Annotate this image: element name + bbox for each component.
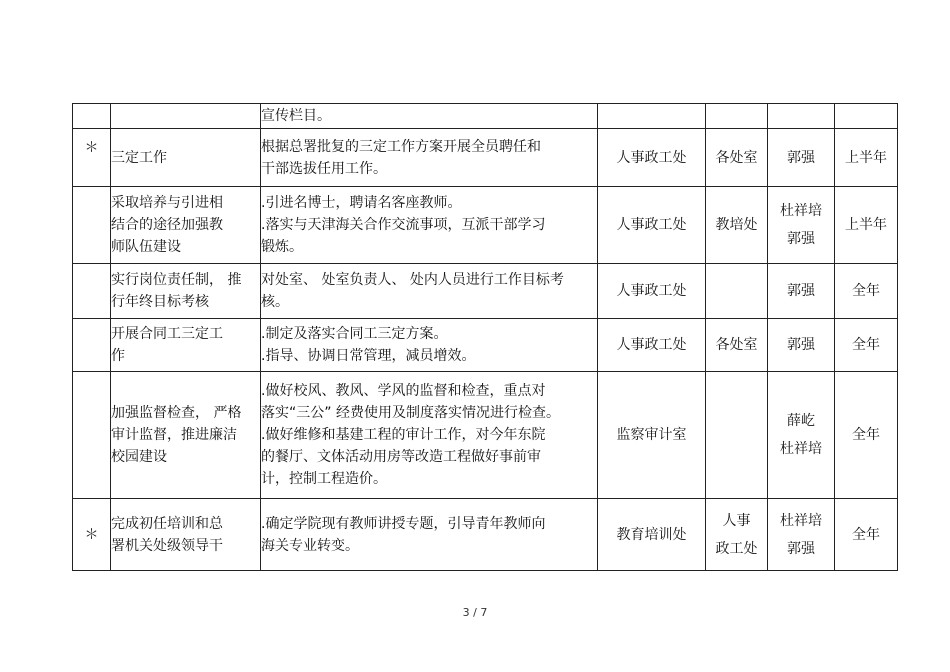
description-line: 宣传栏目。: [261, 108, 331, 124]
project-cell: [111, 499, 261, 571]
description-line: .落实与天津海关合作交流事项，互派干部学习: [261, 217, 546, 233]
timeframe: 上半年: [845, 217, 887, 233]
assisting-dept-cell: [706, 499, 768, 571]
responsible-dept: 人事政工处: [616, 337, 687, 353]
table-row: [73, 264, 898, 319]
leader-cell: [768, 319, 835, 372]
project-line: 师队伍建设: [111, 239, 181, 255]
assisting-dept-cell: [706, 129, 768, 187]
responsible-dept: 监察审计室: [616, 427, 687, 443]
timeframe: 全年: [852, 427, 880, 443]
table-row: [73, 499, 898, 571]
leader-name: 郭强: [787, 283, 815, 299]
project-line: 署机关处级领导干: [111, 537, 223, 554]
leader-name: 郭强: [787, 337, 815, 353]
leader-name: 郭强: [787, 149, 815, 166]
leader-name: 杜祥培: [780, 203, 822, 219]
description-line: .做好维修和基建工程的审计工作，对今年东院: [261, 427, 546, 443]
table-row: [73, 372, 898, 499]
priority-mark-cell: [73, 104, 111, 129]
responsible-dept: 人事政工处: [616, 217, 687, 233]
responsible-dept-cell: [598, 372, 706, 499]
project-line: 作: [111, 348, 125, 364]
assisting-dept-cell: [706, 187, 768, 264]
description-line: 锻炼。: [261, 239, 303, 255]
description-line: 的餐厅、文体活动用房等改造工程做好事前审: [261, 449, 541, 465]
description-line: .制定及落实合同工三定方案。: [261, 326, 448, 342]
project-line: 实行岗位责任制， 推: [111, 272, 242, 288]
leader-name: 郭强: [787, 540, 815, 557]
timeframe: 上半年: [845, 149, 887, 166]
description-cell: [261, 372, 598, 499]
table-row: [73, 187, 898, 264]
assisting-dept-cell: [706, 264, 768, 319]
responsible-dept-cell: [598, 264, 706, 319]
leader-name: 薛屹: [787, 413, 815, 429]
timeframe-cell: [835, 372, 898, 499]
description-cell: [261, 319, 598, 372]
assisting-dept: 政工处: [715, 540, 758, 557]
project-line: 加强监督检查， 严格: [111, 405, 242, 421]
priority-mark-cell: [73, 499, 111, 571]
table-row: [73, 129, 898, 187]
priority-star-icon: ＊: [84, 140, 99, 156]
description-cell: [261, 499, 598, 571]
project-cell: [111, 319, 261, 372]
timeframe-cell: [835, 129, 898, 187]
description-line: .指导、协调日常管理，减员增效。: [261, 348, 476, 364]
description-line: .做好校风、教风、学风的监督和检查，重点对: [261, 383, 546, 399]
table-row: [73, 104, 898, 129]
work-plan-body: [73, 104, 898, 571]
project-line: 审计监督，推进廉洁: [111, 427, 237, 443]
timeframe-cell: [835, 264, 898, 319]
assisting-dept: 各处室: [715, 149, 758, 166]
project-line: 行年终目标考核: [111, 294, 209, 310]
priority-star-icon: ＊: [84, 526, 99, 543]
priority-mark-cell: [73, 319, 111, 372]
responsible-dept-cell: [598, 129, 706, 187]
description-line: 根据总署批复的三定工作方案开展全员聘任和: [261, 138, 541, 155]
description-line: .引进名博士，聘请名客座教师。: [261, 195, 462, 211]
description-cell: [261, 129, 598, 187]
project-line: 完成初任培训和总: [111, 515, 223, 532]
leader-name: 郭强: [787, 231, 815, 247]
responsible-dept-cell: [598, 499, 706, 571]
timeframe: 全年: [852, 526, 880, 543]
description-cell: [261, 187, 598, 264]
priority-mark-cell: [73, 187, 111, 264]
responsible-dept: 人事政工处: [616, 283, 687, 299]
table-row: [73, 319, 898, 372]
description-line: 干部选拔任用工作。: [261, 160, 387, 177]
project-line: 三定工作: [111, 149, 167, 166]
responsible-dept-cell: [598, 187, 706, 264]
description-line: .确定学院现有教师讲授专题，引导青年教师向: [261, 515, 546, 532]
page-number: 3 / 7: [462, 606, 488, 619]
description-line: 计，控制工程造价。: [261, 471, 387, 487]
project-line: 校园建设: [111, 449, 167, 465]
project-cell: [111, 129, 261, 187]
description-line: 对处室、 处室负责人、 处内人员进行工作目标考: [261, 272, 564, 288]
assisting-dept: 教培处: [715, 217, 758, 233]
leader-name: 杜祥培: [780, 512, 822, 529]
assisting-dept: 各处室: [715, 337, 758, 353]
project-cell: [111, 187, 261, 264]
description-line: 落实“三公” 经费使用及制度落实情况进行检查。: [261, 405, 560, 421]
project-cell: [111, 264, 261, 319]
assisting-dept: 人事: [722, 512, 751, 529]
timeframe-cell: [835, 187, 898, 264]
leader-cell: [768, 264, 835, 319]
leader-cell: [768, 104, 835, 129]
project-line: 开展合同工三定工: [111, 326, 223, 342]
responsible-dept-cell: [598, 319, 706, 372]
responsible-dept-cell: [598, 104, 706, 129]
description-cell: [261, 264, 598, 319]
description-line: 核。: [261, 294, 289, 310]
timeframe-cell: [835, 104, 898, 129]
assisting-dept-cell: [706, 319, 768, 372]
assisting-dept-cell: [706, 104, 768, 129]
project-cell: [111, 372, 261, 499]
project-line: 结合的途径加强教: [111, 217, 223, 233]
responsible-dept: 教育培训处: [616, 526, 687, 543]
timeframe: 全年: [852, 337, 880, 353]
priority-mark-cell: [73, 129, 111, 187]
description-line: 海关专业转变。: [261, 537, 359, 554]
leader-cell: [768, 499, 835, 571]
work-plan-table: [72, 103, 898, 571]
leader-name: 杜祥培: [780, 441, 822, 457]
leader-cell: [768, 129, 835, 187]
timeframe-cell: [835, 319, 898, 372]
leader-cell: [768, 187, 835, 264]
priority-mark-cell: [73, 372, 111, 499]
priority-mark-cell: [73, 264, 111, 319]
leader-cell: [768, 372, 835, 499]
assisting-dept-cell: [706, 372, 768, 499]
timeframe: 全年: [852, 283, 880, 299]
project-cell: [111, 104, 261, 129]
responsible-dept: 人事政工处: [616, 149, 687, 166]
project-line: 采取培养与引进相: [111, 195, 223, 211]
timeframe-cell: [835, 499, 898, 571]
description-cell: [261, 104, 598, 129]
